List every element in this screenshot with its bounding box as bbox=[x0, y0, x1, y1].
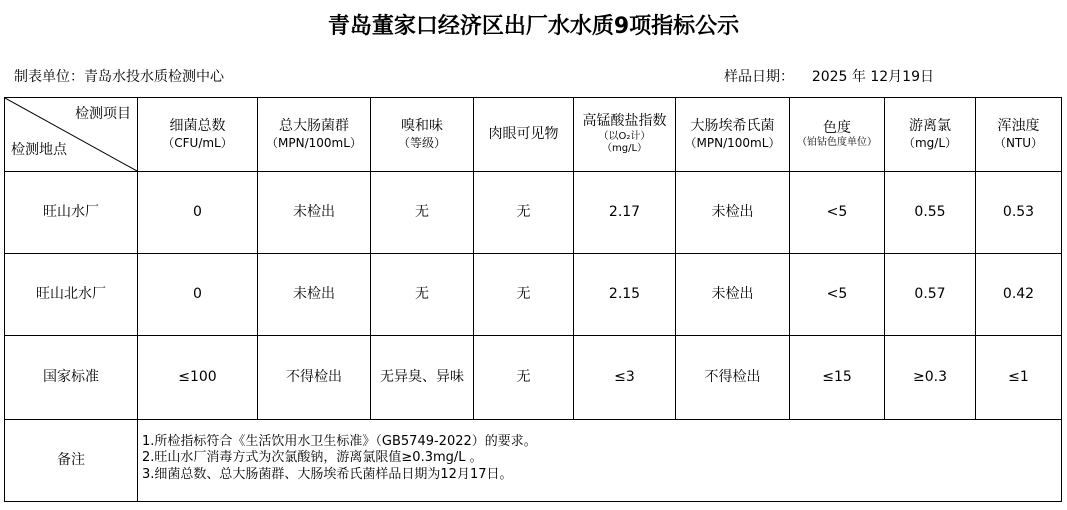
table-row bbox=[5, 254, 1062, 336]
header-color bbox=[790, 98, 885, 172]
header-name: 肉眼可见物 bbox=[488, 125, 559, 142]
header-name: 色度 bbox=[823, 119, 851, 136]
value-cell: 0.55 bbox=[885, 172, 976, 254]
value-cell: 未检出 bbox=[258, 254, 371, 336]
header-unit: （MPN/100mL） bbox=[684, 135, 781, 150]
issuing-unit bbox=[14, 66, 224, 86]
value-cell: ≥0.3 bbox=[885, 336, 976, 420]
value-cell: <5 bbox=[790, 172, 885, 254]
value-cell: 0 bbox=[138, 172, 258, 254]
value-cell: 不得检出 bbox=[676, 336, 790, 420]
remark-line: 3.细菌总数、总大肠菌群、大肠埃希氏菌样品日期为12月17日。 bbox=[142, 466, 513, 482]
value-cell: 不得检出 bbox=[258, 336, 371, 420]
value-cell: 2.17 bbox=[574, 172, 676, 254]
header-chlorine bbox=[885, 98, 976, 172]
header-turbidity bbox=[976, 98, 1062, 172]
value-cell: ≤1 bbox=[976, 336, 1062, 420]
header-ecoli bbox=[676, 98, 790, 172]
sample-date-label: 样品日期： bbox=[724, 69, 794, 85]
site-cell: 旺山水厂 bbox=[5, 172, 138, 254]
header-unit: （MPN/100mL） bbox=[266, 135, 362, 150]
remarks-row bbox=[5, 420, 1062, 502]
remarks-label: 备注 bbox=[5, 420, 138, 502]
header-unit: （等级） bbox=[397, 135, 446, 150]
corner-item-label: 检测项目 bbox=[75, 106, 131, 122]
header-name: 游离氯 bbox=[909, 118, 951, 135]
remark-line: 2.旺山水厂消毒方式为次氯酸钠，游离氯限值≥0.3mg/L 。 bbox=[142, 450, 483, 466]
value-cell: ≤100 bbox=[138, 336, 258, 420]
header-unit-2: （mg/L） bbox=[601, 143, 648, 155]
remarks-content bbox=[138, 420, 1062, 502]
site-cell: 国家标准 bbox=[5, 336, 138, 420]
header-visible bbox=[474, 98, 574, 172]
value-cell: ≤15 bbox=[790, 336, 885, 420]
corner-header bbox=[5, 98, 138, 172]
value-cell: 2.15 bbox=[574, 254, 676, 336]
value-cell: 0.42 bbox=[976, 254, 1062, 336]
header-bacteria bbox=[138, 98, 258, 172]
header-name: 浑浊度 bbox=[997, 118, 1040, 135]
header-unit: （mg/L） bbox=[902, 135, 958, 150]
value-cell: 无 bbox=[371, 254, 474, 336]
value-cell: 未检出 bbox=[676, 172, 790, 254]
value-cell: 0 bbox=[138, 254, 258, 336]
header-unit: （铂钴色度单位） bbox=[797, 137, 877, 148]
table-row bbox=[5, 172, 1062, 254]
corner-site-label: 检测地点 bbox=[11, 141, 67, 158]
header-coliform bbox=[258, 98, 371, 172]
water-quality-table bbox=[4, 97, 1062, 502]
page-title: 青岛董家口经济区出厂水水质9项指标公示 bbox=[327, 14, 740, 39]
value-cell: 0.53 bbox=[976, 172, 1062, 254]
header-odor bbox=[371, 98, 474, 172]
header-row bbox=[5, 98, 1062, 172]
issuing-unit-label: 制表单位： bbox=[14, 69, 84, 85]
sample-date bbox=[724, 66, 934, 86]
value-cell: <5 bbox=[790, 254, 885, 336]
value-cell: ≤3 bbox=[574, 336, 676, 420]
header-unit: （NTU） bbox=[993, 135, 1044, 150]
header-unit: （CFU/mL） bbox=[162, 135, 233, 150]
value-cell: 0.57 bbox=[885, 254, 976, 336]
value-cell: 无 bbox=[474, 254, 574, 336]
header-name: 大肠埃希氏菌 bbox=[690, 118, 775, 135]
value-cell: 无异臭、异味 bbox=[371, 336, 474, 420]
site-cell: 旺山北水厂 bbox=[5, 254, 138, 336]
value-cell: 无 bbox=[474, 172, 574, 254]
sample-date-value: 2025 年 12月19日 bbox=[811, 69, 934, 85]
value-cell: 未检出 bbox=[676, 254, 790, 336]
value-cell: 无 bbox=[474, 336, 574, 420]
header-unit: （以O₂计） bbox=[598, 130, 651, 142]
value-cell: 无 bbox=[371, 172, 474, 254]
table-row bbox=[5, 336, 1062, 420]
remark-line: 1.所检指标符合《生活饮用水卫生标准》（GB5749-2022）的要求。 bbox=[142, 434, 537, 449]
header-name: 嗅和味 bbox=[401, 118, 443, 135]
issuing-unit-value: 青岛水投水质检测中心 bbox=[84, 69, 224, 85]
header-name: 细菌总数 bbox=[169, 118, 226, 135]
header-name: 总大肠菌群 bbox=[279, 118, 349, 135]
header-name: 高锰酸盐指数 bbox=[582, 113, 667, 130]
header-permanganate bbox=[574, 98, 676, 172]
value-cell: 未检出 bbox=[258, 172, 371, 254]
